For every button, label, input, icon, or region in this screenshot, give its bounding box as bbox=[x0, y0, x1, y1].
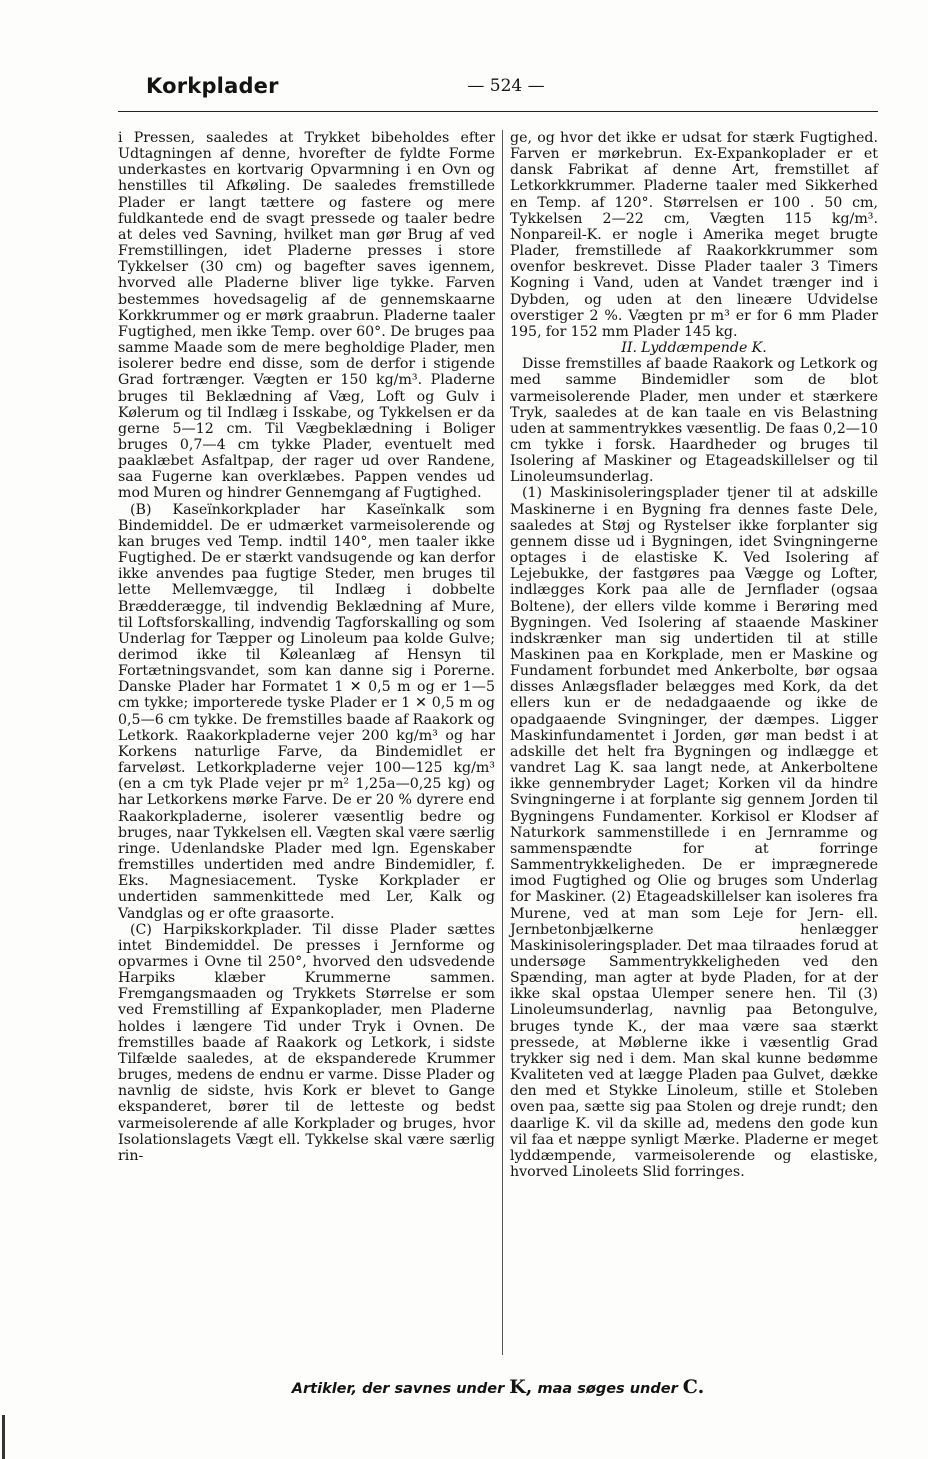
footer-note-prefix: Artikler, der savnes under bbox=[291, 1381, 505, 1397]
page-number: — 524 — bbox=[467, 76, 545, 96]
paragraph: (1) Maskinisoleringsplader tjener til at adskille Maskinerne i en Bygning fra dennes faste Dele, saaledes at Støj og Rystelser ikke forplanter sig gennem disse ud i Bygningen, idet Svingningerne optages i de elastiske K. Ved Isolering af Lejebukke, der fastgøres paa Vægge og Lofter, indlægges Kork paa alle de Jernflader (ogsaa Boltene), der ellers vilde komme i Berøring med Bygningen. Ved Isolering af staaende Maskiner indskrænker man sig undertiden til at stille Maskinen paa en Korkplade, men er Maskine og Fundament forbundet med Ankerbolte, bør ogsaa disses Anlægsflader belægges med Kork, da det ellers kun er de nedadgaaende og ikke de opadgaaende Svingninger, der dæmpes. Ligger Maskinfundamentet i Jorden, gør man bedst i at adskille det helt fra Bygningen og indlægge et vandret Lag K. saa langt nede, at Ankerboltene ikke gennembryder Laget; Korken vil da hindre Svingningerne i at forplante sig gennem Jorden til Bygningens Fundamenter. Korkisol er Klodser af Naturkork sammenstillede i en Jernramme og sammenspændte for at forringe Sammentrykkeligheden. De er imprægnerede imod Fugtighed og Olie og bruges som Underlag for Maskiner. (2) Etageadskillelser kan isoleres fra Murene, ved at man som Leje for Jern- ell. Jernbetonbjælkerne henlægger Maskinisoleringsplader. Det maa tilraades forud at undersøge Sammentrykkeligheden ved den Spænding, man agter at byde Pladen, for at der ikke skal opstaa Ulemper senere hen. Til (3) Linoleumsunderlag, navnlig paa Betongulve, bruges tynde K., der maa være saa stærkt pressede, at Møblerne ikke i væsentlig Grad trykker sig ned i dem. Man skal kunne bedømme Kvaliteten ved at lægge Pladen paa Gulvet, dække den med et Stykke Linoleum, stille et Stoleben oven paa, sætte sig paa Stolen og dreje rundt; den daarlige K. vil da skille ad, medens den gode kun vil faa et næppe synligt Mærke. Pladerne er meget lyddæmpende, varmeisolerende og elastiske, hvorved Linoleets Slid forringes. bbox=[510, 485, 878, 1180]
running-title: Korkplader bbox=[146, 74, 279, 98]
scan-edge-mark bbox=[2, 1415, 5, 1459]
footer-note bbox=[118, 1376, 878, 1398]
footer-note-middle: maa søges under bbox=[537, 1381, 678, 1397]
header-rule bbox=[118, 111, 878, 112]
footer-letter-c: C. bbox=[682, 1376, 705, 1398]
paragraph: ge, og hvor det ikke er udsat for stærk Fugtighed. Farven er mørkebrun. Ex-Expankoplader er et dansk Fabrikat af denne Art, fremstillet af Letkorkkrummer. Pladerne taaler med Sikkerhed en Temp. af 120°. Størrelsen er 100 . 50 cm, Tykkelsen 2—22 cm, Vægten 115 kg/m³. Nonpareil-K. er nogle i Amerika meget brugte Plader, fremstillede af Raakorkkrummer som ovenfor beskrevet. Disse Plader taaler 3 Timers Kogning i Vand, uden at Vandet trænger ind i Dybden, og uden at den lineære Udvidelse overstiger 2 %. Vægten pr m³ er for 6 mm Plader 195, for 152 mm Plader 145 kg. bbox=[510, 130, 878, 340]
footer-letter-k: K, bbox=[509, 1376, 533, 1398]
paragraph: (C) Harpikskorkplader. Til disse Plader sættes intet Bindemiddel. De presses i Jernforme og opvarmes i Ovne til 250°, hvorved den udsvedende Harpiks klæber Krummerne sammen. Fremgangsmaaden og Trykkets Størrelse er som ved Fremstilling af Expankoplader, men Pladerne holdes i længere Tid under Tryk i Ovnen. De fremstilles baade af Raakork og Letkork, i sidste Tilfælde saaledes, at de ekspanderede Krummer bruges, medens de endnu er varme. Disse Plader og navnlig de sidste, hvis Kork er blevet to Gange ekspanderet, bører til de letteste og bedst varmeisolerende af alle Korkplader og bruges, hvor Isolationslagets Vægt ell. Tykkelse skal være særlig rin- bbox=[118, 921, 495, 1164]
right-column bbox=[510, 130, 878, 1180]
section-heading: II. Lyddæmpende K. bbox=[621, 340, 767, 357]
paragraph: i Pressen, saaledes at Trykket bibeholdes efter Udtagningen af denne, hvorefter de fyldte Forme underkastes en kortvarig Opvarmning i en Ovn og henstilles til Afkøling. De saaledes fremstillede Plader er langt tættere og fastere og mere fuldkantede end de svagt pressede og taaler bedre at deles ved Savning, hvilket man gør Brug af ved Fremstillingen, idet Pladerne presses i store Tykkelser (30 cm) og bagefter saves igennem, hvorved alle Pladerne bliver lige tykke. Farven bestemmes hovedsagelig af de gennemskaarne Korkkrummer og er mørk graabrun. Pladerne taaler Fugtighed, men ikke Temp. over 60°. De bruges paa samme Maade som de mere begholdige Plader, men isolerer bedre end disse, som de derfor i stigende Grad fortrænger. Vægten er 150 kg/m³. Pladerne bruges til Beklædning af Væg, Loft og Gulv i Kølerum og til Indlæg i Isskabe, og Tykkelsen er da gerne 5—12 cm. Til Vægbeklædning i Boliger bruges 0,7—4 cm tykke Plader, eventuelt med paaklæbet Asfaltpap, der rager ud over Randene, saa Fugerne kan overklæbes. Pappen vendes ud mod Muren og hindrer Gennemgang af Fugtighed. bbox=[118, 130, 495, 502]
left-column bbox=[118, 130, 495, 1164]
paragraph: Disse fremstilles af baade Raakork og Letkork og med samme Bindemidler som de blot varmeisolerende Plader, men under et stærkere Tryk, saaledes at de kan taale en vis Belastning uden at sammentrykkes væsentlig. De faas 0,2—10 cm tykke i forsk. Haardheder og bruges til Isolering af Maskiner og Etageadskillelser og til Linoleumsunderlag. bbox=[510, 356, 878, 486]
column-divider bbox=[502, 130, 503, 1355]
paragraph: (B) Kaseïnkorkplader har Kaseïnkalk som Bindemiddel. De er udmærket varmeisolerende og kan bruges ved Temp. indtil 140°, men taaler ikke Fugtighed. De er stærkt vandsugende og kan derfor ikke anvendes paa fugtige Steder, men bruges til lette Mellemvægge, til Indlæg i dobbelte Brædderægge, til indvendig Beklædning af Mure, til Loftsforskalling, indvendig Tagforskalling og som Underlag for Tæpper og Linoleum paa kolde Gulve; derimod ikke til Køleanlæg af Hensyn til Fortætningsvandet, som kan danne sig i Porerne. Danske Plader har Formatet 1 ✕ 0,5 m og er 1—5 cm tykke; importerede tyske Plader er 1 ✕ 0,5 m og 0,5—6 cm tykke. De fremstilles baade af Raakork og Letkork. Raakorkpladerne vejer 200 kg/m³ og har Korkens naturlige Farve, da Bindemidlet er farveløst. Letkorkpladerne vejer 100—125 kg/m³ (en a cm tyk Plade vejer pr m² 1,25a—0,25 kg) og har Letkorkens mørke Farve. De er 20 % dyrere end Raakorkpladerne, isolerer væsentlig bedre og bruges, naar Tykkelsen ell. Vægten skal være særlig ringe. Udenlandske Plader med lgn. Egenskaber fremstilles undertiden med andre Bindemidler, f. Eks. Magnesiacement. Tyske Korkplader er undertiden sammenkittede med Ler, Kalk og Vandglas og er ofte graasorte. bbox=[118, 501, 495, 922]
page-header bbox=[146, 74, 876, 104]
